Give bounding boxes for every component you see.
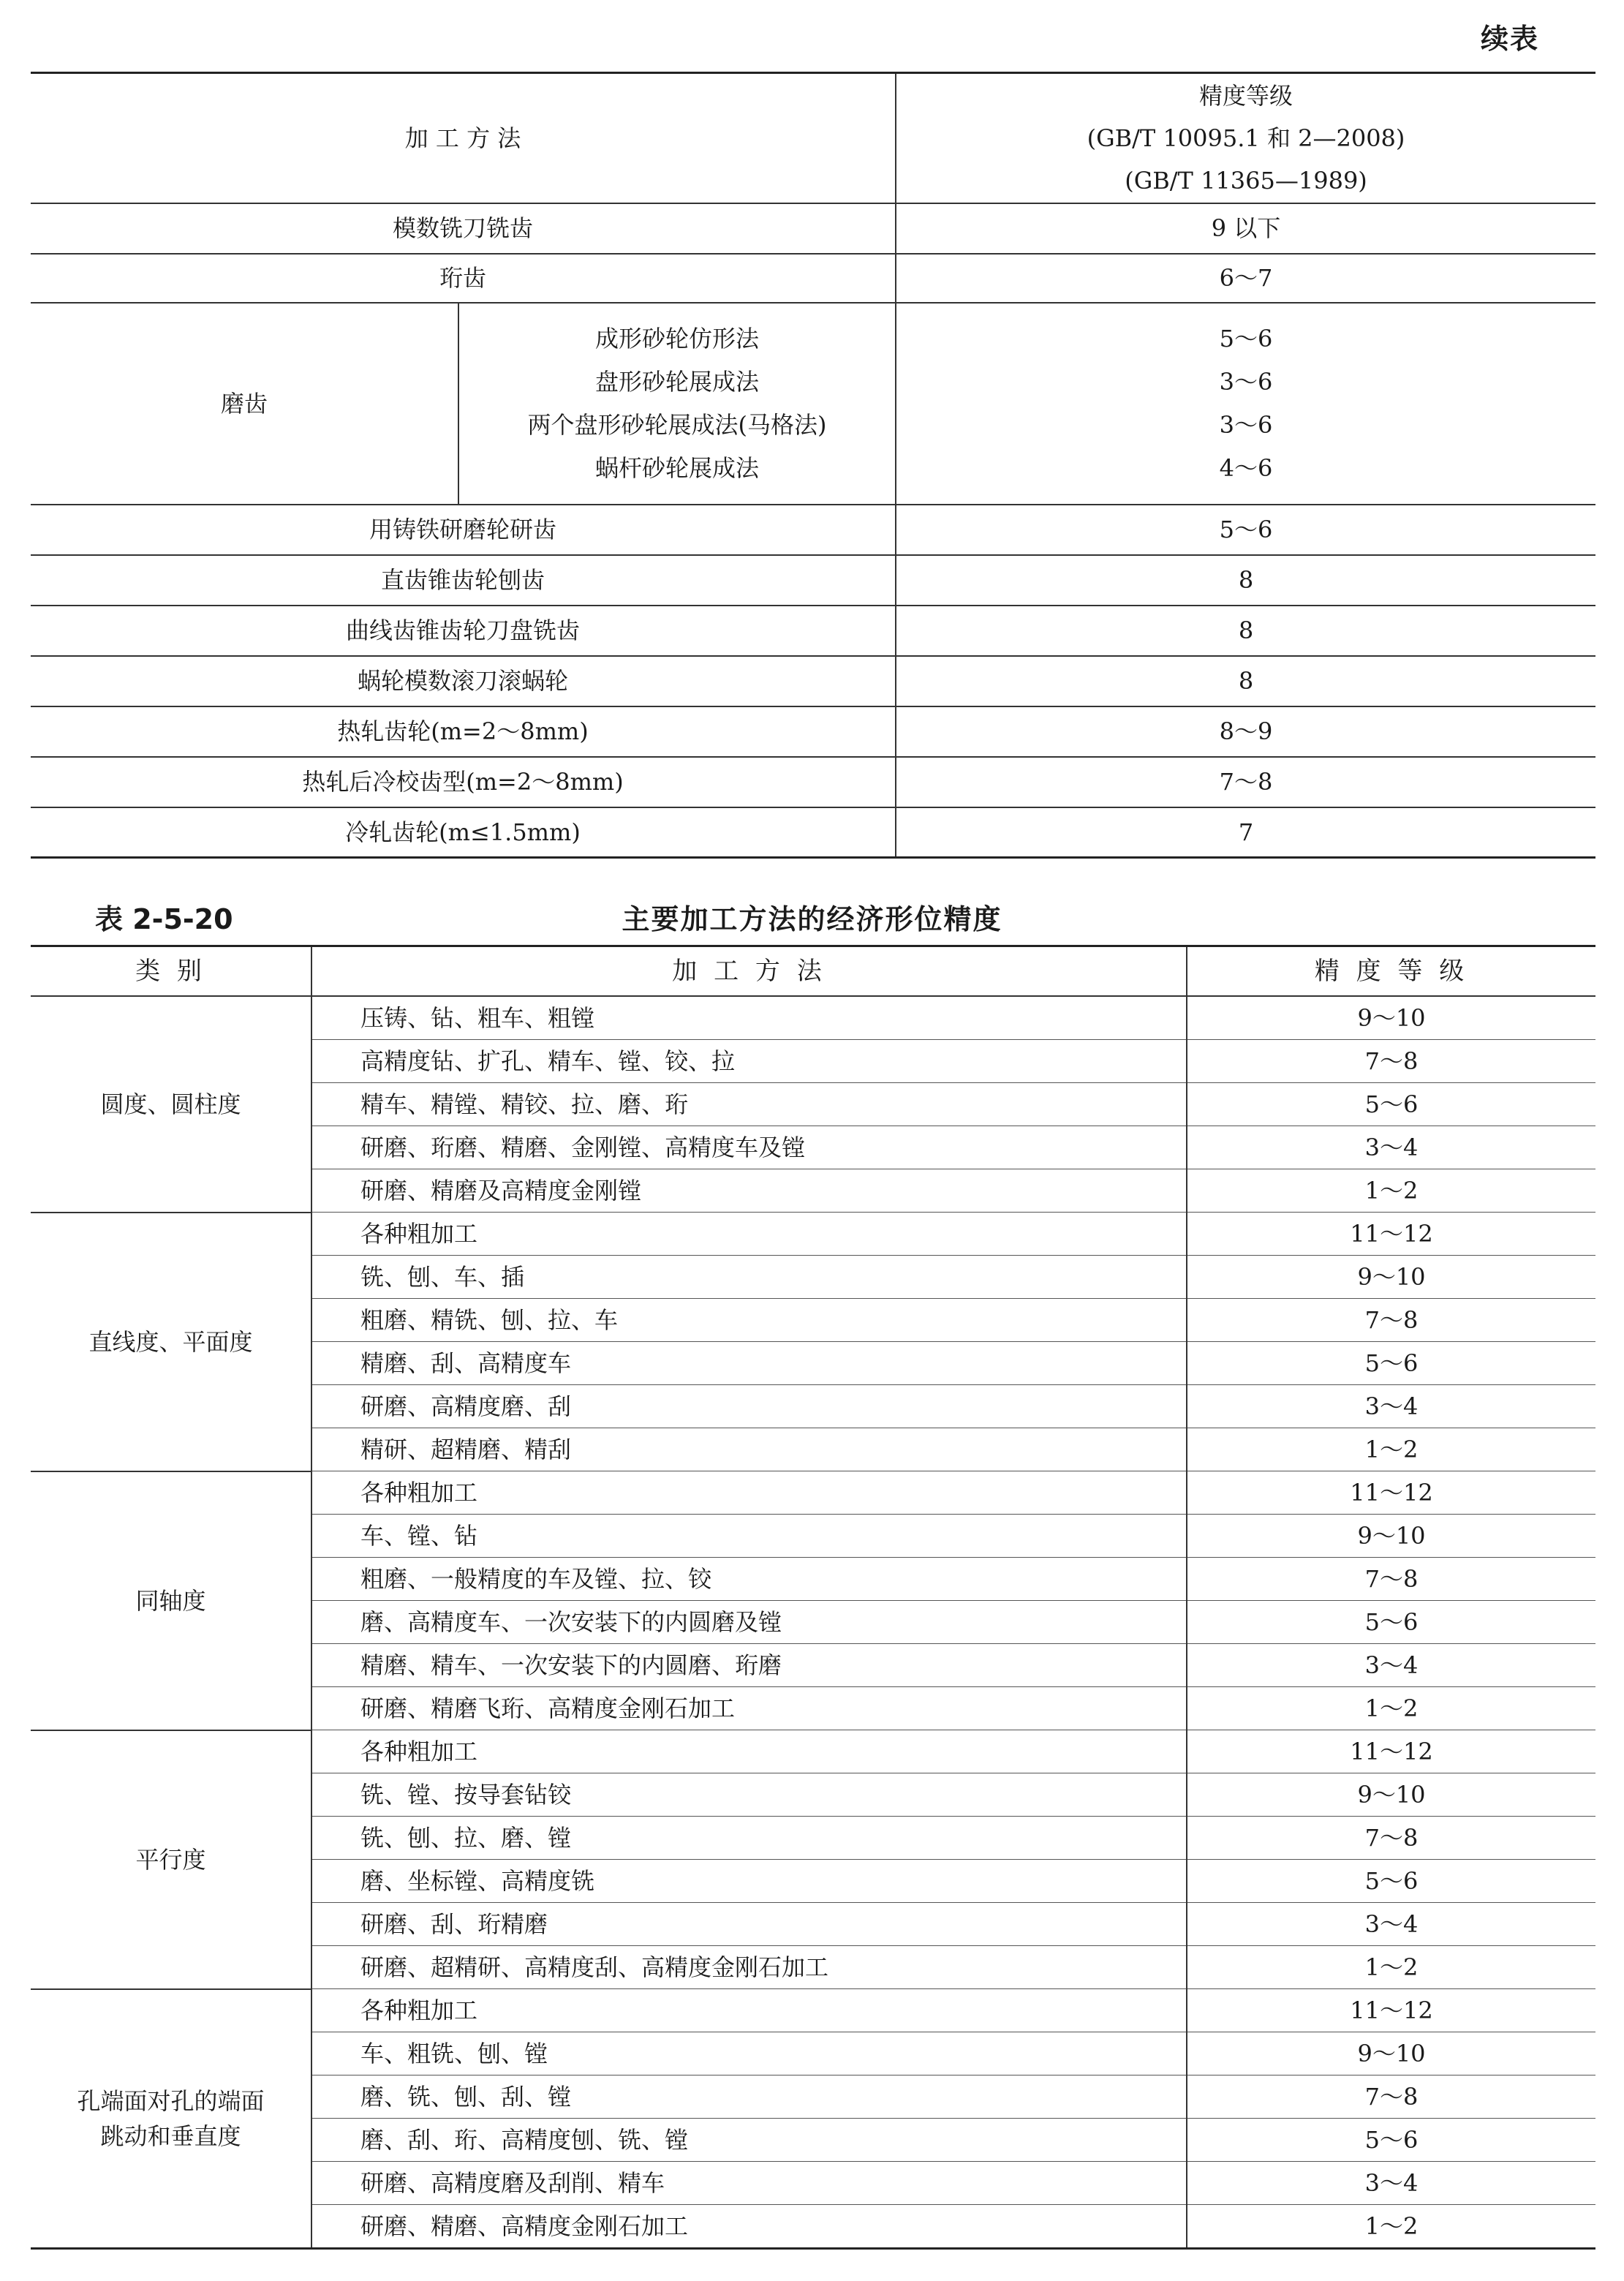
method-cell: 磨、铣、刨、刮、镗 — [311, 2075, 1187, 2119]
grade-cell: 3～4 — [1187, 1126, 1595, 1169]
grade-cell: 1～2 — [1187, 1169, 1595, 1213]
table-row — [31, 996, 1595, 1040]
header-grade: 精度等级 (GB/T 10095.1 和 2—2008) (GB/T 11365—1989) — [896, 73, 1595, 203]
method-cell: 研磨、精磨及高精度金刚镗 — [311, 1169, 1187, 1213]
gear-precision-table — [31, 72, 1595, 859]
grade-cell: 9～10 — [1187, 1515, 1595, 1558]
method-cell: 研磨、精磨飞珩、高精度金刚石加工 — [311, 1687, 1187, 1730]
method-cell: 压铸、钻、粗车、粗镗 — [311, 996, 1187, 1040]
grade-cell: 1～2 — [1187, 1428, 1595, 1471]
method-cell: 车、镗、钻 — [311, 1515, 1187, 1558]
table-row — [31, 1471, 1595, 1515]
table2-title: 主要加工方法的经济形位精度 — [622, 903, 1002, 935]
method-cell: 精磨、精车、一次安装下的内圆磨、珩磨 — [311, 1644, 1187, 1687]
method-cell: 模数铣刀铣齿 — [31, 203, 896, 254]
method-cell: 各种粗加工 — [311, 1730, 1187, 1773]
grade-cell: 7～8 — [1187, 1558, 1595, 1601]
grade-cell: 11～12 — [1187, 1989, 1595, 2032]
category-cell: 圆度、圆柱度 — [31, 996, 311, 1213]
group-cell: 磨齿 — [31, 303, 458, 505]
table-row-grinding — [31, 303, 1595, 505]
method-cell: 各种粗加工 — [311, 1989, 1187, 2032]
grade-cell: 9～10 — [1187, 996, 1595, 1040]
table2-number: 表 2-5-20 — [95, 903, 233, 935]
grade-cell: 5～6 — [1187, 2119, 1595, 2162]
method-cell: 研磨、高精度磨、刮 — [311, 1385, 1187, 1428]
method-cell: 研磨、刮、珩精磨 — [311, 1903, 1187, 1946]
grade-cell: 3～4 — [1187, 1385, 1595, 1428]
header-method: 加 工 方 法 — [31, 73, 896, 203]
method-cell: 磨、刮、珩、高精度刨、铣、镗 — [311, 2119, 1187, 2162]
grade-cell: 7 — [896, 807, 1595, 858]
table-row — [31, 606, 1595, 656]
method-cell: 铣、镗、按导套钻铰 — [311, 1773, 1187, 1817]
continued-label: 续表 — [1480, 23, 1539, 55]
grade-cell: 7～8 — [1187, 1299, 1595, 1342]
grade-cell: 9～10 — [1187, 2032, 1595, 2075]
method-cell: 研磨、超精研、高精度刮、高精度金刚石加工 — [311, 1946, 1187, 1989]
table-row — [31, 254, 1595, 303]
header-method: 加 工 方 法 — [311, 946, 1187, 997]
table-row — [31, 505, 1595, 555]
category-cell: 孔端面对孔的端面 跳动和垂直度 — [31, 1989, 311, 2249]
grade-cell: 7～8 — [1187, 2075, 1595, 2119]
table-row — [31, 1213, 1595, 1256]
grade-cell: 8 — [896, 656, 1595, 706]
grade-cell: 1～2 — [1187, 1687, 1595, 1730]
method-cell: 磨、坐标镗、高精度铣 — [311, 1860, 1187, 1903]
table-header-row — [31, 73, 1595, 203]
sub-grades-cell: 5～6 3～6 3～6 4～6 — [896, 303, 1595, 505]
grade-cell: 9～10 — [1187, 1256, 1595, 1299]
table-row — [31, 203, 1595, 254]
grade-cell: 1～2 — [1187, 1946, 1595, 1989]
method-cell: 蜗轮模数滚刀滚蜗轮 — [31, 656, 896, 706]
method-cell: 冷轧齿轮(m≤1.5mm) — [31, 807, 896, 858]
grade-cell: 8～9 — [896, 706, 1595, 757]
table-header-row — [31, 946, 1595, 997]
method-cell: 精研、超精磨、精刮 — [311, 1428, 1187, 1471]
method-cell: 曲线齿锥齿轮刀盘铣齿 — [31, 606, 896, 656]
method-cell: 研磨、精磨、高精度金刚石加工 — [311, 2205, 1187, 2249]
table-row — [31, 1730, 1595, 1773]
grade-cell: 9～10 — [1187, 1773, 1595, 1817]
grade-cell: 7～8 — [1187, 1040, 1595, 1083]
table-row — [31, 1989, 1595, 2032]
grade-cell: 5～6 — [1187, 1601, 1595, 1644]
method-cell: 各种粗加工 — [311, 1471, 1187, 1515]
method-cell: 车、粗铣、刨、镗 — [311, 2032, 1187, 2075]
grade-cell: 11～12 — [1187, 1213, 1595, 1256]
method-cell: 各种粗加工 — [311, 1213, 1187, 1256]
method-cell: 精车、精镗、精铰、拉、磨、珩 — [311, 1083, 1187, 1126]
method-cell: 研磨、珩磨、精磨、金刚镗、高精度车及镗 — [311, 1126, 1187, 1169]
table-row — [31, 555, 1595, 606]
method-cell: 铣、刨、车、插 — [311, 1256, 1187, 1299]
grade-cell: 7～8 — [1187, 1817, 1595, 1860]
table-row — [31, 656, 1595, 706]
method-cell: 热轧齿轮(m=2～8mm) — [31, 706, 896, 757]
grade-cell: 9 以下 — [896, 203, 1595, 254]
method-cell: 直齿锥齿轮刨齿 — [31, 555, 896, 606]
sub-methods-cell: 成形砂轮仿形法 盘形砂轮展成法 两个盘形砂轮展成法(马格法) 蜗杆砂轮展成法 — [458, 303, 896, 505]
grade-cell: 6～7 — [896, 254, 1595, 303]
category-cell: 直线度、平面度 — [31, 1213, 311, 1471]
grade-cell: 8 — [896, 606, 1595, 656]
grade-cell: 7～8 — [896, 757, 1595, 807]
method-cell: 铣、刨、拉、磨、镗 — [311, 1817, 1187, 1860]
grade-cell: 3～4 — [1187, 1903, 1595, 1946]
method-cell: 热轧后冷校齿型(m=2～8mm) — [31, 757, 896, 807]
table-row — [31, 706, 1595, 757]
method-cell: 磨、高精度车、一次安装下的内圆磨及镗 — [311, 1601, 1187, 1644]
grade-cell: 11～12 — [1187, 1471, 1595, 1515]
method-cell: 用铸铁研磨轮研齿 — [31, 505, 896, 555]
grade-cell: 11～12 — [1187, 1730, 1595, 1773]
grade-cell: 5～6 — [1187, 1860, 1595, 1903]
table-row — [31, 807, 1595, 858]
grade-cell: 3～4 — [1187, 1644, 1595, 1687]
category-cell: 平行度 — [31, 1730, 311, 1989]
category-cell: 同轴度 — [31, 1471, 311, 1730]
method-cell: 研磨、高精度磨及刮削、精车 — [311, 2162, 1187, 2205]
method-cell: 珩齿 — [31, 254, 896, 303]
grade-cell: 5～6 — [1187, 1083, 1595, 1126]
table-row — [31, 757, 1595, 807]
method-cell: 高精度钻、扩孔、精车、镗、铰、拉 — [311, 1040, 1187, 1083]
method-cell: 精磨、刮、高精度车 — [311, 1342, 1187, 1385]
method-cell: 粗磨、精铣、刨、拉、车 — [311, 1299, 1187, 1342]
form-position-precision-table — [31, 945, 1595, 2250]
grade-cell: 5～6 — [1187, 1342, 1595, 1385]
grade-cell: 8 — [896, 555, 1595, 606]
grade-cell: 3～4 — [1187, 2162, 1595, 2205]
grade-cell: 1～2 — [1187, 2205, 1595, 2249]
header-category: 类 别 — [31, 946, 311, 997]
method-cell: 粗磨、一般精度的车及镗、拉、铰 — [311, 1558, 1187, 1601]
header-grade: 精 度 等 级 — [1187, 946, 1595, 997]
grade-cell: 5～6 — [896, 505, 1595, 555]
